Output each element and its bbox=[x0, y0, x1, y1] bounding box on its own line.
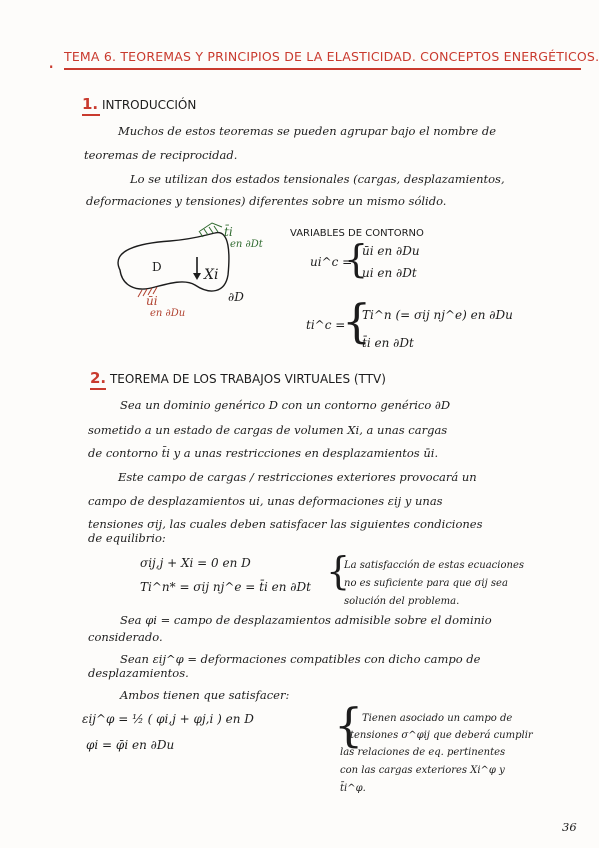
note-line-2: no es suficiente para que σij sea bbox=[344, 578, 508, 589]
note2-line-2: tensiones σ^φij que deberá cumplir bbox=[350, 730, 533, 741]
note2-brace: { bbox=[334, 698, 364, 752]
phi-line-4: desplazamientos. bbox=[88, 666, 189, 680]
section2-number-underline bbox=[90, 388, 106, 390]
section2-title: TEOREMA DE LOS TRABAJOS VIRTUALES (TTV) bbox=[109, 372, 386, 386]
phi-line-3: Sean εij^φ = deformaciones compatibles con dicho campo de bbox=[120, 652, 481, 666]
section2-number: 2. bbox=[90, 369, 107, 387]
u-boundary-case-1: ūi en ∂Du bbox=[362, 244, 420, 258]
section1-line-3: Lo se utilizan dos estados tensionales (cargas, desplazamientos, bbox=[130, 172, 505, 186]
note-brace: { bbox=[326, 549, 351, 593]
t-brace: { bbox=[342, 294, 372, 348]
section1-number: 1. bbox=[82, 95, 99, 113]
section1-heading bbox=[82, 97, 196, 112]
traction-label: t̄i bbox=[224, 225, 233, 239]
section2-line-4: Este campo de cargas / restricciones exteriores provocará un bbox=[118, 470, 477, 484]
section2-line-1: Sea un dominio genérico D con un contorno genérico ∂D bbox=[120, 398, 451, 412]
phi-line-5: Ambos tienen que satisfacer: bbox=[120, 688, 290, 702]
displacement-label: ūi bbox=[146, 294, 158, 308]
u-boundary-lhs: ui^c = bbox=[310, 255, 353, 269]
page-title: TEMA 6. TEOREMAS Y PRINCIPIOS DE LA ELASTICIDAD. CONCEPTOS ENERGÉTICOS. bbox=[64, 49, 599, 64]
section1-number-underline bbox=[82, 114, 100, 116]
t-boundary-lhs: ti^c = bbox=[306, 318, 346, 332]
t-boundary-case-2: t̄i en ∂Dt bbox=[362, 336, 414, 350]
note-line-1: La satisfacción de estas ecuaciones bbox=[344, 560, 524, 571]
note-line-3: solución del problema. bbox=[344, 596, 460, 607]
note2-line-1: Tienen asociado un campo de bbox=[362, 713, 513, 724]
phi-line-1: Sea φi = campo de desplazamientos admisible sobre el dominio bbox=[120, 613, 492, 627]
page-number: 36 bbox=[562, 820, 577, 834]
u-boundary-case-2: ui en ∂Dt bbox=[362, 266, 417, 280]
section2-line-2: sometido a un estado de cargas de volumen Xi, a unas cargas bbox=[88, 423, 448, 437]
equilibrium-equation-2: Ti^n* = σij nj^e = t̄i en ∂Dt bbox=[140, 580, 311, 594]
section2-line-7: de equilibrio: bbox=[88, 531, 166, 545]
equilibrium-equation-1: σij,j + Xi = 0 en D bbox=[140, 556, 251, 570]
force-label: Xi bbox=[204, 267, 219, 283]
note2-line-5: t̄i^φ. bbox=[340, 783, 366, 794]
section2-line-5: campo de desplazamientos ui, unas deformaciones εij y unas bbox=[88, 494, 443, 508]
title-underline bbox=[64, 68, 581, 70]
section2-heading bbox=[90, 371, 386, 386]
section2-line-3: de contorno t̄i y a unas restricciones en desplazamientos ūi. bbox=[88, 446, 439, 460]
solid-body-figure bbox=[100, 215, 280, 325]
boundary-label: ∂D bbox=[228, 290, 244, 304]
u-brace: { bbox=[344, 237, 369, 281]
compatibility-equation-1: εij^φ = ½ ( φi,j + φj,i ) en D bbox=[82, 712, 254, 726]
note2-line-4: con las cargas exteriores Xi^φ y bbox=[340, 765, 505, 776]
traction-sublabel: en ∂Dt bbox=[230, 239, 263, 250]
section1-title: INTRODUCCIÓN bbox=[101, 98, 197, 112]
section1-line-1: Muchos de estos teoremas se pueden agrupar bajo el nombre de bbox=[118, 124, 496, 138]
boundary-vars-heading: VARIABLES DE CONTORNO bbox=[290, 228, 424, 239]
traction-hatch bbox=[199, 223, 222, 237]
body-force-arrowhead bbox=[193, 273, 201, 280]
section1-line-2: teoremas de reciprocidad. bbox=[84, 148, 238, 162]
section1-line-4: deformaciones y tensiones) diferentes sobre un mismo sólido. bbox=[86, 194, 447, 208]
region-label: D bbox=[152, 260, 162, 274]
displacement-sublabel: en ∂Du bbox=[150, 308, 186, 319]
note2-line-3: las relaciones de eq. pertinentes bbox=[340, 747, 506, 758]
title-bullet: · bbox=[48, 55, 55, 79]
t-boundary-case-1: Ti^n (= σij nj^e) en ∂Du bbox=[362, 308, 513, 322]
compatibility-equation-2: φi = φ̄i en ∂Du bbox=[86, 738, 175, 752]
section2-line-6: tensiones σij, las cuales deben satisfacer las siguientes condiciones bbox=[88, 517, 483, 531]
phi-line-2: considerado. bbox=[88, 630, 163, 644]
